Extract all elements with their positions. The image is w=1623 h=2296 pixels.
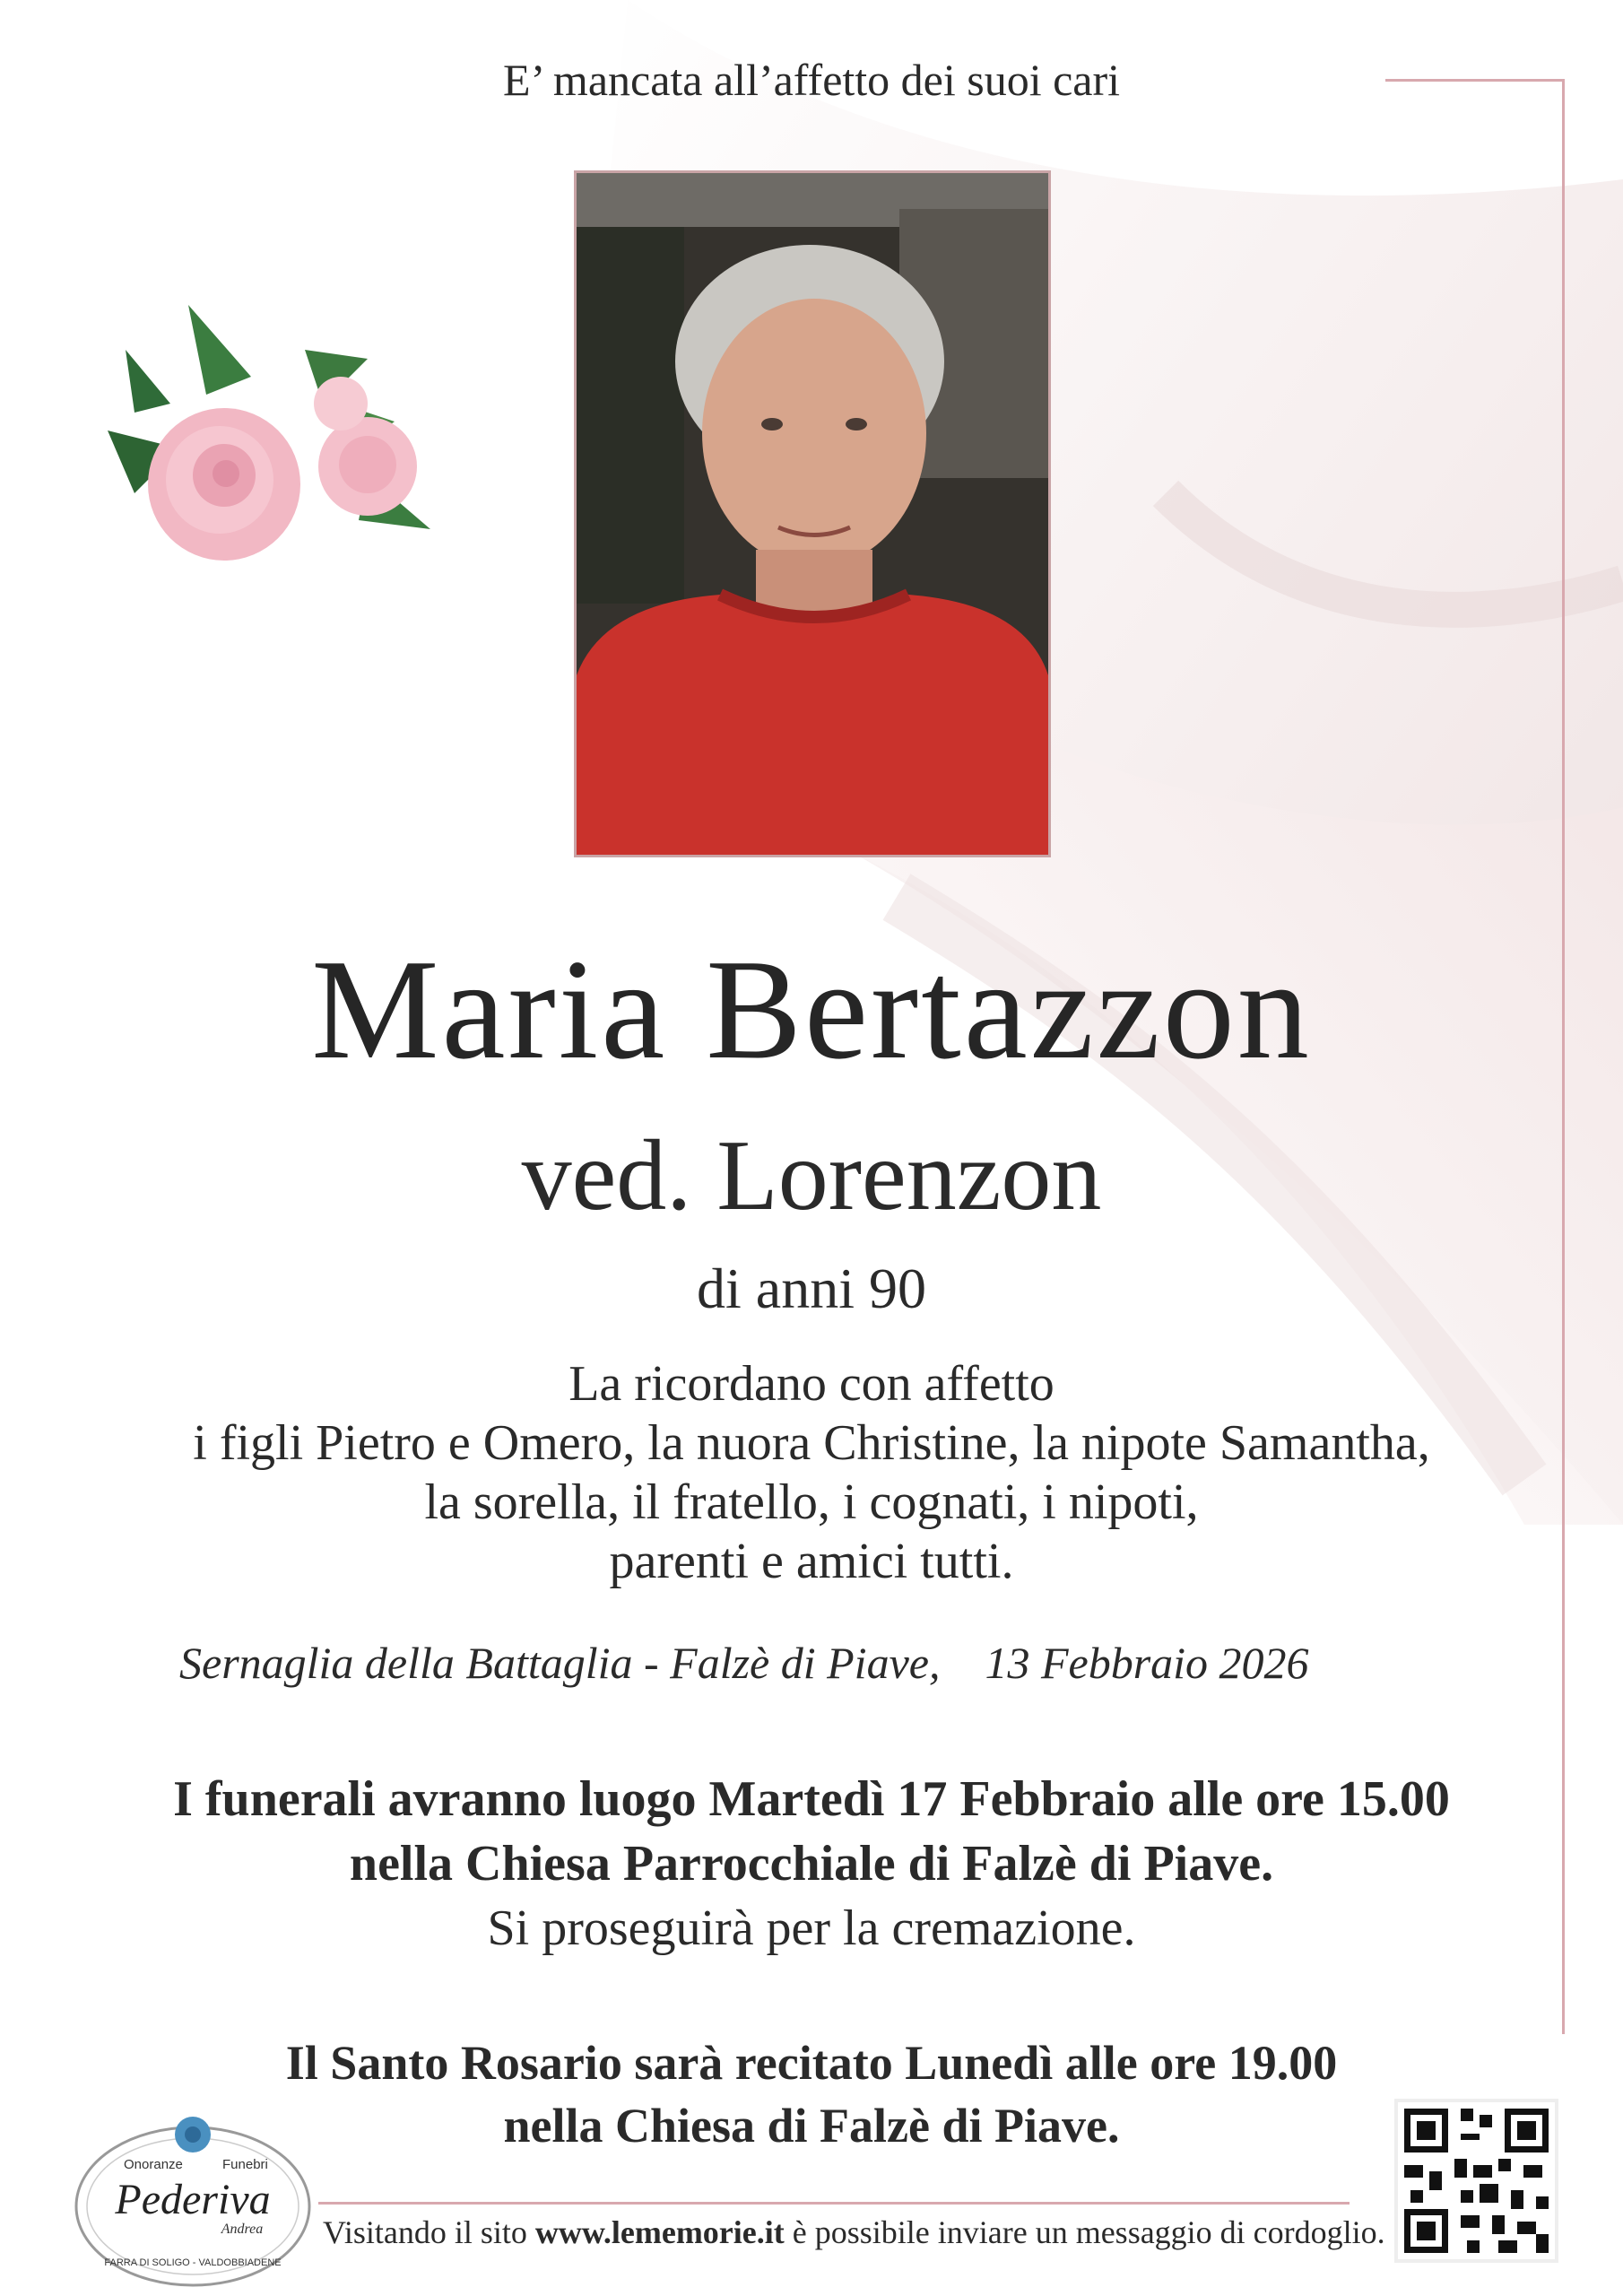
logo-text-bottom: FARRA DI SOLIGO - VALDOBBIADENE [104, 2257, 282, 2268]
date: 13 Febbraio 2026 [985, 1638, 1309, 1688]
footer-suffix: è possibile inviare un messaggio di cordoglio. [784, 2214, 1385, 2250]
place-date [179, 1637, 1309, 1689]
mourners-block [0, 1354, 1623, 1591]
portrait-photo [574, 170, 1051, 857]
footer-text [323, 2213, 1385, 2251]
logo-text-top-left: Onoranze [124, 2157, 183, 2172]
rose-decoration [72, 296, 466, 601]
rosary-line-2: nella Chiesa di Falzè di Piave. [503, 2099, 1120, 2152]
footer-site-link[interactable]: www.lememorie.it [534, 2214, 785, 2250]
mourners-line: La ricordano con affetto [568, 1356, 1055, 1412]
logo-text-name: Pederiva [115, 2176, 271, 2223]
funeral-line-3: Si proseguirà per la cremazione. [487, 1900, 1136, 1956]
funeral-line-1: I funerali avranno luogo Martedì 17 Febbraio alle ore 15.00 [173, 1771, 1450, 1827]
deceased-name: Maria Bertazzon [311, 929, 1312, 1089]
mourners-line: la sorella, il fratello, i cognati, i nipoti, [424, 1474, 1199, 1530]
qr-code[interactable] [1394, 2099, 1558, 2263]
married-name: ved. Lorenzon [521, 1120, 1102, 1231]
funeral-home-logo [72, 2099, 314, 2292]
footer-prefix: Visitando il sito [323, 2214, 535, 2250]
funeral-line-2: nella Chiesa Parrocchiale di Falzè di Piave. [349, 1836, 1274, 1892]
rosary-line-1: Il Santo Rosario sarà recitato Lunedì alle ore 19.00 [285, 2036, 1338, 2090]
header-text: E’ mancata all’affetto dei suoi cari [502, 55, 1121, 105]
mourners-line: parenti e amici tutti. [609, 1534, 1014, 1589]
place: Sernaglia della Battaglia - Falzè di Piave, [179, 1638, 941, 1688]
age: di anni 90 [697, 1257, 926, 1320]
logo-text-top-right: Funebri [222, 2157, 268, 2172]
footer-divider [318, 2202, 1350, 2205]
logo-text-subname: Andrea [221, 2222, 264, 2237]
portrait-illustration [577, 173, 1048, 855]
mourners-line: i figli Pietro e Omero, la nuora Christine, la nipote Samantha, [193, 1415, 1430, 1471]
funeral-info [0, 1767, 1623, 1961]
